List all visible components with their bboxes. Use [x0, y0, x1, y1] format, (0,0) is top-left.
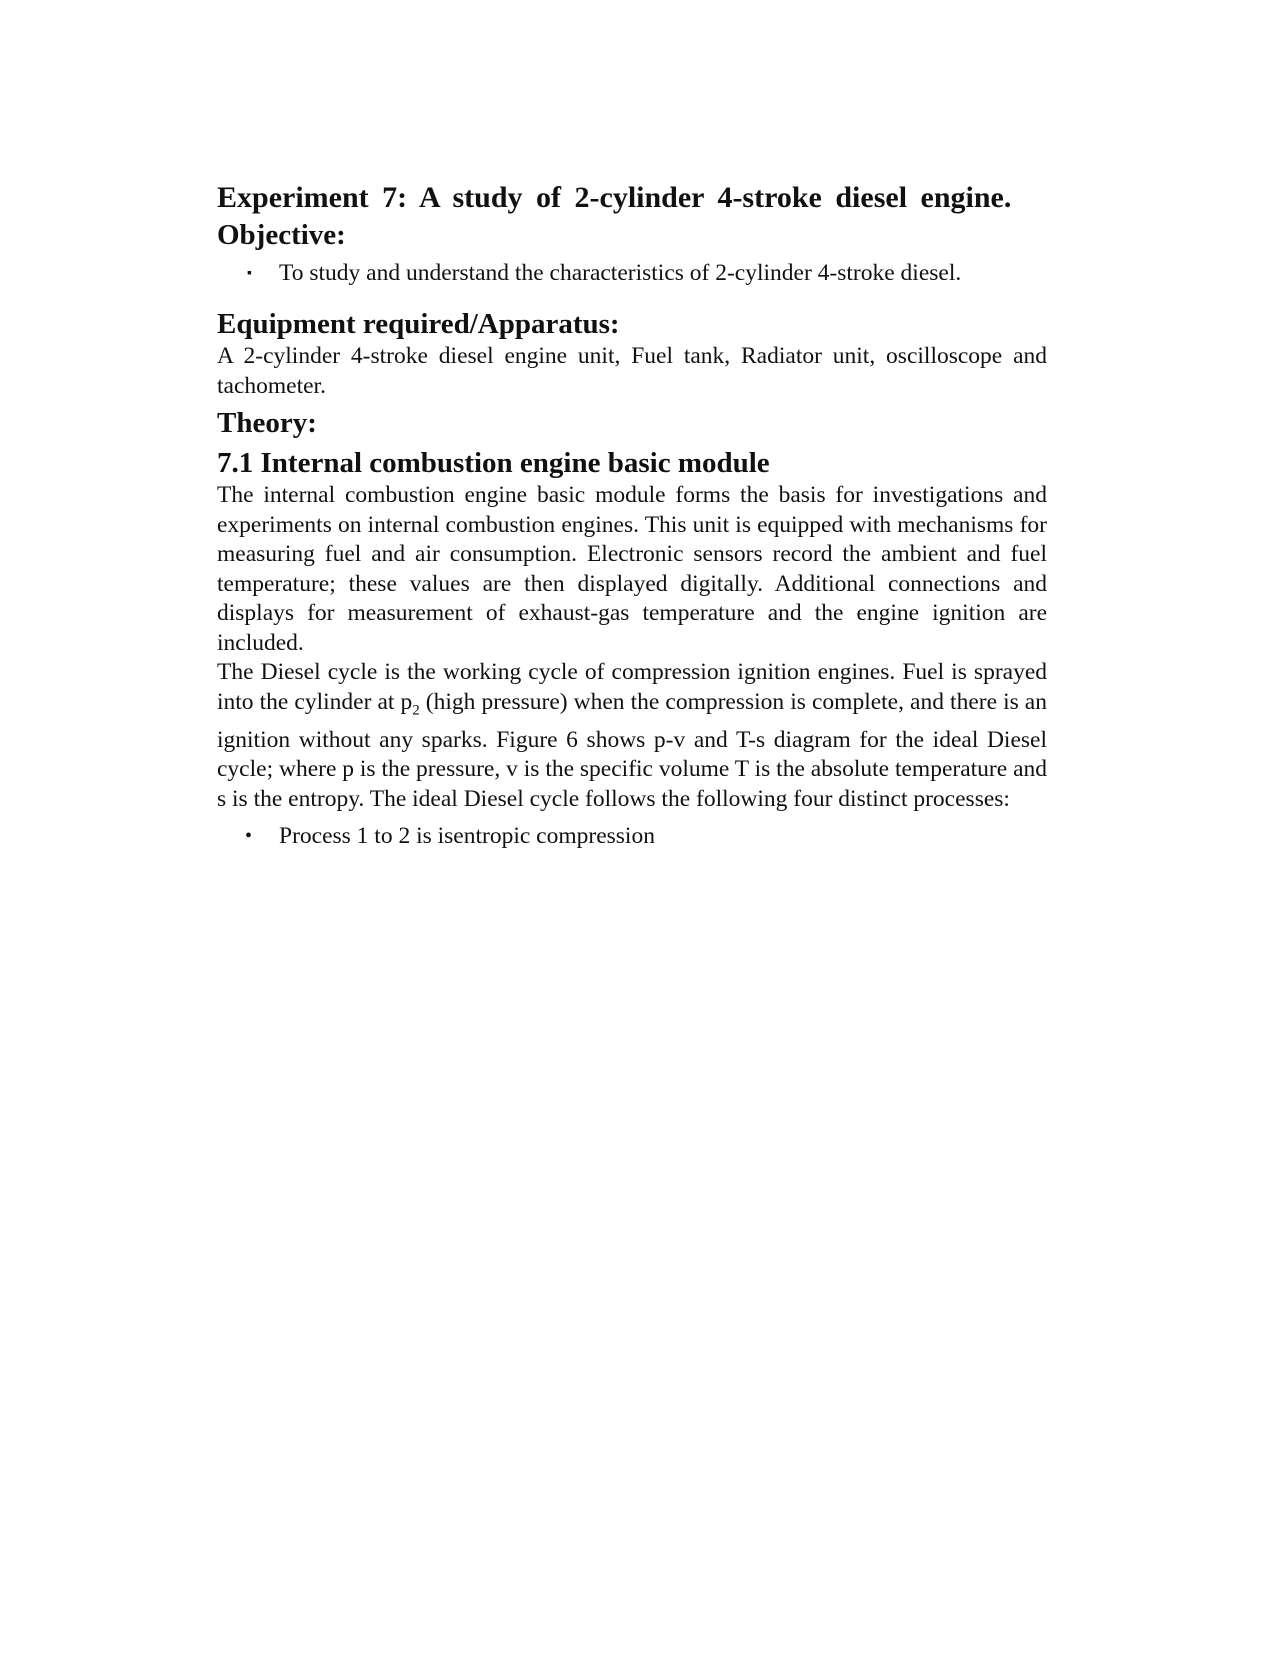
objective-heading: Objective: [217, 219, 346, 251]
list-item [217, 257, 1047, 290]
round-bullet-icon: • [245, 825, 253, 848]
pressure-subscript: 2 [412, 702, 420, 719]
square-bullet-icon: ▪ [247, 266, 252, 281]
document-title: Experiment 7: A study of 2-cylinder 4-stroke diesel engine. [217, 181, 1012, 214]
equipment-heading: Equipment required/Apparatus: [217, 308, 620, 340]
objective-item-text: To study and understand the characteristics of 2-cylinder 4-stroke diesel. [279, 260, 962, 286]
theory-heading: Theory: [217, 407, 317, 439]
process-list [217, 820, 1047, 853]
objective-list [217, 257, 1047, 290]
theory-paragraph-1: The internal combustion engine basic module forms the basis for investigations and experiments on internal combustion engines. This unit is equipped with mechanisms for measuring fuel and air consumption. Electronic sensors record the ambient and fuel temperature; these values are then displayed digitally. Additional connections and displays for measurement of exhaust-gas temperature and the engine ignition are included. [217, 482, 1047, 656]
theory-paragraph-2 [217, 658, 1047, 814]
equipment-text: A 2-cylinder 4-stroke diesel engine unit, Fuel tank, Radiator unit, oscilloscope and tachometer. [217, 343, 1047, 399]
process-item-text: Process 1 to 2 is isentropic compression [279, 823, 655, 850]
document-page [217, 178, 1047, 853]
paragraph-2-text-start: The Diesel cycle is the working cycle of compression ignition engines. Fuel is sprayed into the cylinder at p [217, 659, 1047, 715]
paragraph-2-text-end: (high pressure) when the compression is complete, and there is an ignition without any sparks. Figure 6 shows p-v and T-s diagram for the ideal Diesel cycle; where p is the pressure, v is the specific volume T is the absolute temperature and s is the entropy. The ideal Diesel cycle follows the following four distinct processes: [217, 688, 1047, 812]
list-item [217, 820, 1047, 853]
section-heading: 7.1 Internal combustion engine basic module [217, 447, 770, 479]
